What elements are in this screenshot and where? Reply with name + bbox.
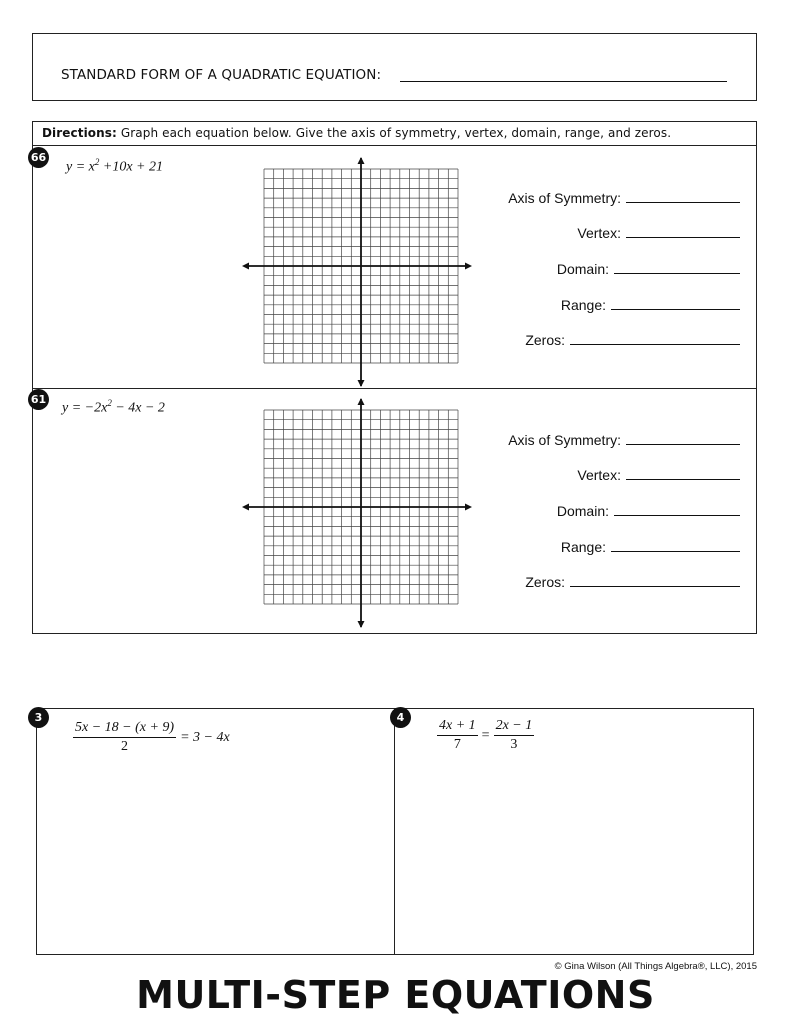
y-axis-top-arrow [358, 398, 365, 405]
y-axis-bottom-arrow [358, 380, 365, 387]
equation-4-equals: = [481, 727, 490, 743]
equation-3-rhs: = 3 − 4x [180, 729, 230, 745]
y-axis-top-arrow [358, 157, 365, 164]
coordinate-grid-66[interactable] [242, 157, 472, 387]
directions-row [33, 122, 756, 146]
header-box [32, 33, 757, 101]
equation-4-left-denominator: 7 [453, 737, 461, 752]
field-vertex-66[interactable]: Vertex: [508, 206, 740, 242]
field-zeros-61[interactable]: Zeros: [508, 555, 740, 591]
equations-divider [394, 709, 395, 954]
problem-66-badge: 66 [28, 147, 49, 168]
equation-3 [73, 720, 230, 755]
answer-fields-61 [508, 412, 740, 590]
equations-section [36, 708, 754, 955]
equation-3-badge: 3 [28, 707, 49, 728]
x-axis-left-arrow [242, 263, 249, 270]
graph-section [32, 121, 757, 634]
equation-66: $y = x^2 +10x + 21$ [66, 157, 163, 175]
field-domain-61[interactable]: Domain: [508, 483, 740, 519]
standard-form-label [61, 67, 381, 83]
problem-divider [33, 388, 756, 389]
copyright-text: © Gina Wilson (All Things Algebra®, LLC), 2015 [554, 961, 757, 972]
equation-4-badge: 4 [390, 707, 411, 728]
x-axis-left-arrow [242, 504, 249, 511]
field-axis-of-symmetry-66[interactable]: Axis of Symmetry: [508, 170, 740, 206]
directions-text: Graph each equation below. Give the axis of symmetry, vertex, domain, range, and zeros. [120, 126, 672, 140]
field-vertex-61[interactable]: Vertex: [508, 448, 740, 484]
equation-4-right-numerator: 2x − 1 [494, 718, 535, 736]
field-range-61[interactable]: Range: [508, 519, 740, 555]
equation-4-right-denominator: 3 [510, 737, 518, 752]
directions-label: Directions: [42, 126, 117, 140]
standard-form-blank[interactable] [400, 81, 727, 82]
equation-3-numerator: 5x − 18 − (x + 9) [73, 720, 176, 738]
problem-61-badge: 61 [28, 389, 49, 410]
field-axis-of-symmetry-61[interactable]: Axis of Symmetry: [508, 412, 740, 448]
standard-form-text: STANDARD FORM OF A QUADRATIC EQUATION: [61, 67, 382, 83]
coordinate-grid-61[interactable] [242, 398, 472, 628]
field-domain-66[interactable]: Domain: [508, 241, 740, 277]
field-zeros-66[interactable]: Zeros: [508, 313, 740, 349]
equation-4-left-numerator: 4x + 1 [437, 718, 478, 736]
worksheet-title: MULTI-STEP EQUATIONS [136, 973, 655, 1017]
x-axis-right-arrow [465, 504, 472, 511]
field-range-66[interactable]: Range: [508, 277, 740, 313]
equation-4 [437, 718, 534, 753]
answer-fields-66 [508, 170, 740, 348]
equation-61: $y = -2x^2 - 4x - 2$ [62, 398, 165, 416]
y-axis-bottom-arrow [358, 621, 365, 628]
x-axis-right-arrow [465, 263, 472, 270]
equation-3-denominator: 2 [121, 739, 129, 754]
